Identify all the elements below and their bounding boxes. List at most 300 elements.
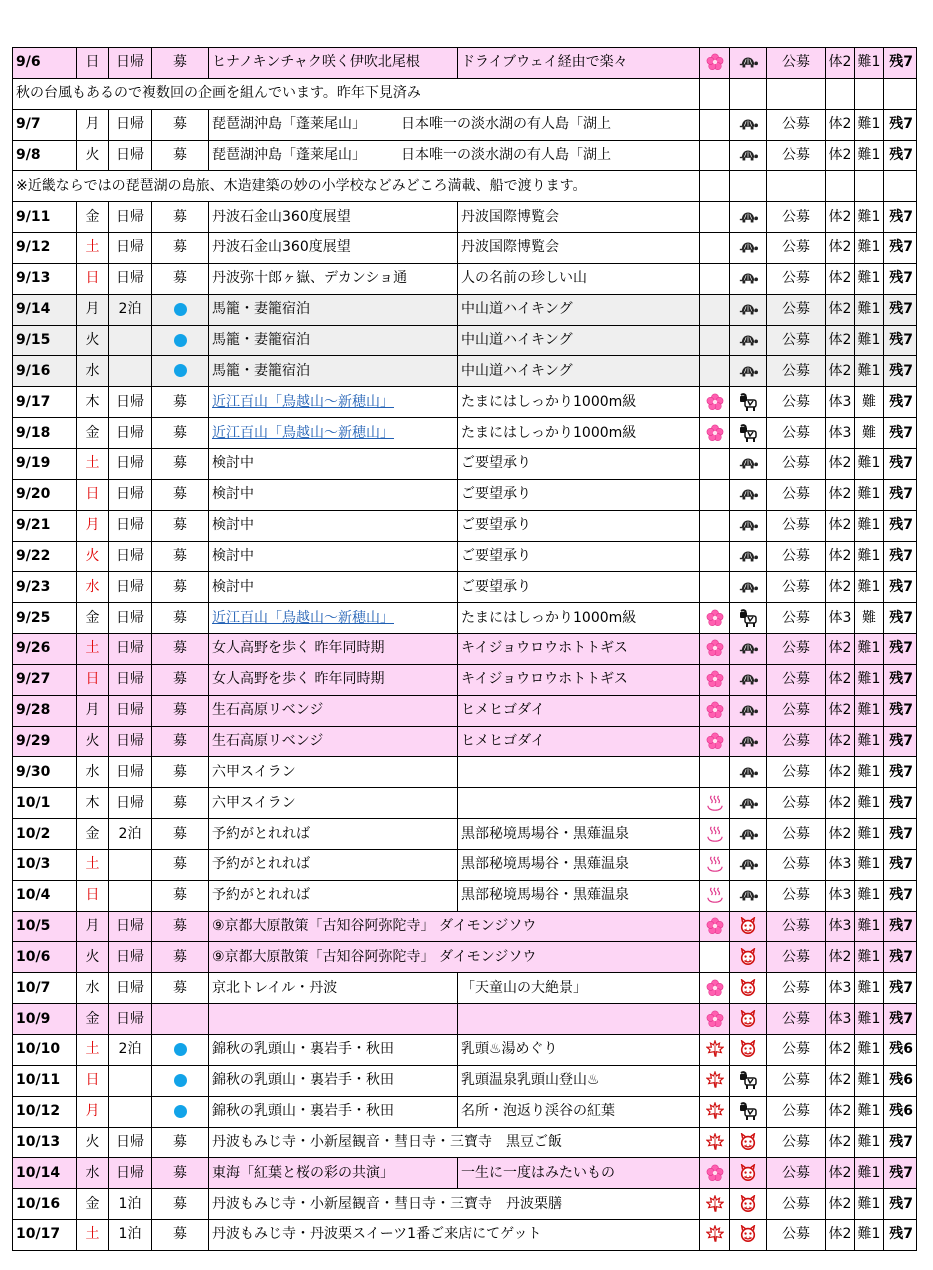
recruit-cell: 募 <box>152 572 209 603</box>
public-cell: 公募 <box>767 1035 826 1066</box>
weekday-cell: 土 <box>77 634 109 665</box>
trip-type-cell: 日帰 <box>109 726 152 757</box>
maple-icon <box>706 1134 724 1150</box>
goat-icon <box>738 610 758 626</box>
schedule-row <box>13 294 917 325</box>
public-cell: 公募 <box>767 603 826 634</box>
weekday-cell: 月 <box>77 695 109 726</box>
stamina-cell: 体2 <box>826 202 855 233</box>
tour-title-cell: 馬籠・妻籠宿泊 <box>209 325 458 356</box>
icon-cell <box>700 757 730 788</box>
remaining-cell: 残7 <box>884 448 917 479</box>
level-icon-cell <box>730 664 767 695</box>
onsen-icon <box>706 887 724 903</box>
oni-icon <box>739 980 757 996</box>
remaining-cell: 残7 <box>884 202 917 233</box>
date-cell: 10/10 <box>13 1035 77 1066</box>
trip-type-cell: 日帰 <box>109 233 152 264</box>
date-cell: 9/6 <box>13 48 77 79</box>
trip-type-cell <box>109 849 152 880</box>
tour-note-cell: キイジョウロウホトトギス <box>458 664 700 695</box>
schedule-row <box>13 448 917 479</box>
tour-note-cell <box>458 757 700 788</box>
flower-icon <box>706 610 724 626</box>
difficulty-cell: 難1 <box>855 233 884 264</box>
remaining-cell: 残7 <box>884 1220 917 1251</box>
weekday-cell: 水 <box>77 572 109 603</box>
level-icon-cell <box>730 1189 767 1220</box>
remaining-cell: 残7 <box>884 1189 917 1220</box>
empty-cell <box>730 78 767 109</box>
trip-type-cell: 日帰 <box>109 1004 152 1035</box>
icon-cell <box>700 1065 730 1096</box>
maple-icon <box>706 1041 724 1057</box>
schedule-row <box>13 510 917 541</box>
remaining-cell: 残7 <box>884 140 917 171</box>
stamina-cell: 体3 <box>826 387 855 418</box>
stamina-cell: 体2 <box>826 1035 855 1066</box>
public-cell: 公募 <box>767 1158 826 1189</box>
schedule-row <box>13 48 917 79</box>
recruit-cell: 募 <box>152 880 209 911</box>
status-dot-icon <box>174 1105 187 1118</box>
schedule-row <box>13 757 917 788</box>
icon-cell <box>700 1035 730 1066</box>
oni-icon <box>739 1165 757 1181</box>
difficulty-cell: 難1 <box>855 849 884 880</box>
difficulty-cell: 難1 <box>855 140 884 171</box>
stamina-cell: 体2 <box>826 1127 855 1158</box>
level-icon-cell <box>730 1127 767 1158</box>
difficulty-cell: 難1 <box>855 1004 884 1035</box>
weekday-cell: 日 <box>77 263 109 294</box>
stamina-cell: 体2 <box>826 233 855 264</box>
public-cell: 公募 <box>767 572 826 603</box>
stamina-cell: 体2 <box>826 48 855 79</box>
tour-title-cell: 予約がとれれば <box>209 880 458 911</box>
schedule-row <box>13 140 917 171</box>
icon-cell <box>700 541 730 572</box>
empty-cell <box>884 78 917 109</box>
icon-cell <box>700 1127 730 1158</box>
oni-icon <box>739 1226 757 1242</box>
public-cell: 公募 <box>767 911 826 942</box>
schedule-row <box>13 1004 917 1035</box>
recruit-cell: 募 <box>152 510 209 541</box>
status-dot-icon <box>174 334 187 347</box>
difficulty-cell: 難 <box>855 387 884 418</box>
remaining-cell: 残6 <box>884 1065 917 1096</box>
level-icon-cell <box>730 603 767 634</box>
tour-title-cell: ⑨京都大原散策「古知谷阿弥陀寺」 ダイモンジソウ <box>209 942 700 973</box>
trip-type-cell <box>109 325 152 356</box>
tour-note-cell: 黒部秘境馬場谷・黒薙温泉 <box>458 819 700 850</box>
tour-title-link[interactable]: 近江百山「鳥越山～新穂山」 <box>212 609 394 626</box>
difficulty-cell: 難1 <box>855 1096 884 1127</box>
level-icon-cell <box>730 109 767 140</box>
stamina-cell: 体2 <box>826 479 855 510</box>
public-cell: 公募 <box>767 942 826 973</box>
level-icon-cell <box>730 911 767 942</box>
level-icon-cell <box>730 1004 767 1035</box>
date-cell: 9/28 <box>13 695 77 726</box>
trip-type-cell: 日帰 <box>109 263 152 294</box>
level-icon-cell <box>730 695 767 726</box>
tour-title-cell: 丹波もみじ寺・小新屋観音・彗日寺・三寶寺 丹波栗膳 <box>209 1189 700 1220</box>
level-icon-cell <box>730 202 767 233</box>
level-icon-cell <box>730 479 767 510</box>
trip-type-cell: 日帰 <box>109 1158 152 1189</box>
schedule-row <box>13 726 917 757</box>
icon-cell <box>700 140 730 171</box>
tour-title-cell: 検討中 <box>209 510 458 541</box>
oni-icon <box>739 1196 757 1212</box>
status-dot-icon <box>174 364 187 377</box>
difficulty-cell: 難1 <box>855 1065 884 1096</box>
difficulty-cell: 難 <box>855 603 884 634</box>
tour-title-cell: 丹波もみじ寺・丹波栗スイーツ1番ご来店にてゲット <box>209 1220 700 1251</box>
stamina-cell: 体2 <box>826 263 855 294</box>
weekday-cell: 金 <box>77 603 109 634</box>
stamina-cell: 体2 <box>826 325 855 356</box>
tour-title-link[interactable]: 近江百山「鳥越山～新穂山」 <box>212 393 394 410</box>
remaining-cell: 残7 <box>884 819 917 850</box>
tour-title-cell: 生石高原リベンジ <box>209 695 458 726</box>
schedule-row <box>13 325 917 356</box>
schedule-row <box>13 973 917 1004</box>
date-cell: 9/19 <box>13 448 77 479</box>
stamina-cell: 体2 <box>826 942 855 973</box>
stamina-cell: 体2 <box>826 448 855 479</box>
empty-cell <box>767 78 826 109</box>
maple-icon <box>706 1072 724 1088</box>
trip-type-cell: 日帰 <box>109 541 152 572</box>
recruit-cell: 募 <box>152 448 209 479</box>
weekday-cell: 火 <box>77 942 109 973</box>
trip-type-cell: 日帰 <box>109 788 152 819</box>
difficulty-cell: 難1 <box>855 1127 884 1158</box>
tour-note-cell: 乳頭♨湯めぐり <box>458 1035 700 1066</box>
tour-title-cell: 六甲スイラン <box>209 757 458 788</box>
difficulty-cell: 難1 <box>855 634 884 665</box>
difficulty-cell: 難1 <box>855 479 884 510</box>
tour-title-cell: 馬籠・妻籠宿泊 <box>209 356 458 387</box>
remaining-cell: 残7 <box>884 109 917 140</box>
level-icon-cell <box>730 1035 767 1066</box>
turtle-icon <box>738 209 758 225</box>
schedule-row <box>13 233 917 264</box>
weekday-cell: 月 <box>77 109 109 140</box>
weekday-cell: 月 <box>77 294 109 325</box>
turtle-icon <box>738 363 758 379</box>
trip-type-cell: 日帰 <box>109 448 152 479</box>
turtle-icon <box>738 486 758 502</box>
remaining-cell: 残7 <box>884 973 917 1004</box>
remaining-cell: 残7 <box>884 263 917 294</box>
date-cell: 9/12 <box>13 233 77 264</box>
schedule-row <box>13 1065 917 1096</box>
date-cell: 9/16 <box>13 356 77 387</box>
tour-title-link[interactable]: 近江百山「鳥越山～新穂山」 <box>212 424 394 441</box>
public-cell: 公募 <box>767 849 826 880</box>
recruit-cell: 募 <box>152 140 209 171</box>
empty-cell <box>700 78 730 109</box>
remaining-cell: 残7 <box>884 479 917 510</box>
schedule-row <box>13 418 917 449</box>
difficulty-cell: 難1 <box>855 202 884 233</box>
public-cell: 公募 <box>767 140 826 171</box>
recruit-cell: 募 <box>152 479 209 510</box>
goat-icon <box>738 394 758 410</box>
icon-cell <box>700 325 730 356</box>
public-cell: 公募 <box>767 109 826 140</box>
level-icon-cell <box>730 1220 767 1251</box>
icon-cell <box>700 202 730 233</box>
trip-type-cell: 1泊 <box>109 1220 152 1251</box>
level-icon-cell <box>730 757 767 788</box>
trip-type-cell <box>109 356 152 387</box>
difficulty-cell: 難1 <box>855 1035 884 1066</box>
icon-cell <box>700 387 730 418</box>
trip-type-cell: 日帰 <box>109 418 152 449</box>
date-cell: 10/12 <box>13 1096 77 1127</box>
trip-type-cell <box>109 1096 152 1127</box>
date-cell: 9/26 <box>13 634 77 665</box>
schedule-row <box>13 1127 917 1158</box>
icon-cell <box>700 479 730 510</box>
public-cell: 公募 <box>767 233 826 264</box>
level-icon-cell <box>730 1065 767 1096</box>
date-cell: 9/18 <box>13 418 77 449</box>
trip-type-cell: 日帰 <box>109 973 152 1004</box>
difficulty-cell: 難1 <box>855 664 884 695</box>
stamina-cell: 体3 <box>826 973 855 1004</box>
goat-icon <box>738 425 758 441</box>
icon-cell <box>700 233 730 264</box>
date-cell: 10/11 <box>13 1065 77 1096</box>
date-cell: 10/17 <box>13 1220 77 1251</box>
remaining-cell: 残7 <box>884 510 917 541</box>
icon-cell <box>700 356 730 387</box>
maple-icon <box>706 1226 724 1242</box>
stamina-cell: 体2 <box>826 757 855 788</box>
remaining-cell: 残7 <box>884 1158 917 1189</box>
difficulty-cell: 難1 <box>855 880 884 911</box>
schedule-row <box>13 541 917 572</box>
turtle-icon <box>738 640 758 656</box>
trip-type-cell: 日帰 <box>109 510 152 541</box>
weekday-cell: 土 <box>77 1220 109 1251</box>
schedule-row <box>13 1096 917 1127</box>
date-cell: 9/15 <box>13 325 77 356</box>
difficulty-cell: 難1 <box>855 973 884 1004</box>
level-icon-cell <box>730 233 767 264</box>
difficulty-cell: 難1 <box>855 448 884 479</box>
difficulty-cell: 難1 <box>855 819 884 850</box>
level-icon-cell <box>730 572 767 603</box>
date-cell: 9/8 <box>13 140 77 171</box>
icon-cell <box>700 1004 730 1035</box>
note-text: ※近畿ならではの琵琶湖の島旅、木造建築の妙の小学校などみどころ満載、船で渡ります。 <box>13 171 700 202</box>
tour-note-cell: たまにはしっかり1000m級 <box>458 418 700 449</box>
difficulty-cell: 難1 <box>855 109 884 140</box>
public-cell: 公募 <box>767 880 826 911</box>
weekday-cell: 土 <box>77 1035 109 1066</box>
remaining-cell: 残7 <box>884 603 917 634</box>
remaining-cell: 残7 <box>884 541 917 572</box>
level-icon-cell <box>730 788 767 819</box>
date-cell: 10/16 <box>13 1189 77 1220</box>
weekday-cell: 日 <box>77 48 109 79</box>
level-icon-cell <box>730 541 767 572</box>
date-cell: 9/20 <box>13 479 77 510</box>
recruit-cell: 募 <box>152 1127 209 1158</box>
trip-type-cell <box>109 880 152 911</box>
date-cell: 9/14 <box>13 294 77 325</box>
difficulty-cell: 難1 <box>855 541 884 572</box>
tour-title-cell: 予約がとれれば <box>209 849 458 880</box>
difficulty-cell: 難1 <box>855 510 884 541</box>
remaining-cell: 残7 <box>884 726 917 757</box>
icon-cell <box>700 603 730 634</box>
difficulty-cell: 難1 <box>855 757 884 788</box>
remaining-cell: 残7 <box>884 1127 917 1158</box>
icon-cell <box>700 634 730 665</box>
empty-cell <box>884 171 917 202</box>
public-cell: 公募 <box>767 356 826 387</box>
difficulty-cell: 難1 <box>855 48 884 79</box>
stamina-cell: 体2 <box>826 1065 855 1096</box>
tour-title-cell <box>209 603 458 634</box>
weekday-cell: 金 <box>77 418 109 449</box>
public-cell: 公募 <box>767 1220 826 1251</box>
public-cell: 公募 <box>767 510 826 541</box>
level-icon-cell <box>730 942 767 973</box>
schedule-row <box>13 1035 917 1066</box>
public-cell: 公募 <box>767 819 826 850</box>
level-icon-cell <box>730 849 767 880</box>
difficulty-cell: 難1 <box>855 263 884 294</box>
tour-note-cell: 丹波国際博覧会 <box>458 233 700 264</box>
schedule-row <box>13 202 917 233</box>
weekday-cell: 金 <box>77 202 109 233</box>
public-cell: 公募 <box>767 387 826 418</box>
weekday-cell: 木 <box>77 788 109 819</box>
note-row <box>13 171 917 202</box>
schedule-row <box>13 356 917 387</box>
weekday-cell: 木 <box>77 387 109 418</box>
icon-cell <box>700 48 730 79</box>
tour-title-cell: 生石高原リベンジ <box>209 726 458 757</box>
turtle-icon <box>738 116 758 132</box>
tour-note-cell: ご要望承り <box>458 572 700 603</box>
tour-title-cell: 錦秋の乳頭山・裏岩手・秋田 <box>209 1096 458 1127</box>
tour-title-cell: 丹波石金山360度展望 <box>209 233 458 264</box>
date-cell: 10/4 <box>13 880 77 911</box>
stamina-cell: 体2 <box>826 356 855 387</box>
tour-title-cell: ヒナノキンチャク咲く伊吹北尾根 <box>209 48 458 79</box>
turtle-icon <box>738 270 758 286</box>
tour-title-cell: 六甲スイラン <box>209 788 458 819</box>
tour-title-cell: 丹波弥十郎ヶ嶽、デカンショ通 <box>209 263 458 294</box>
remaining-cell: 残7 <box>884 387 917 418</box>
public-cell: 公募 <box>767 479 826 510</box>
flower-icon <box>706 702 724 718</box>
level-icon-cell <box>730 387 767 418</box>
stamina-cell: 体2 <box>826 541 855 572</box>
tour-title-cell: 錦秋の乳頭山・裏岩手・秋田 <box>209 1065 458 1096</box>
difficulty-cell: 難1 <box>855 356 884 387</box>
recruit-cell: 募 <box>152 1158 209 1189</box>
status-dot-cell <box>152 1096 209 1127</box>
difficulty-cell: 難1 <box>855 1189 884 1220</box>
tour-title-cell: 女人高野を歩く 昨年同時期 <box>209 634 458 665</box>
weekday-cell: 水 <box>77 356 109 387</box>
empty-cell <box>826 78 855 109</box>
oni-icon <box>739 1041 757 1057</box>
trip-type-cell: 2泊 <box>109 819 152 850</box>
public-cell: 公募 <box>767 695 826 726</box>
public-cell: 公募 <box>767 541 826 572</box>
stamina-cell: 体2 <box>826 572 855 603</box>
remaining-cell: 残7 <box>884 48 917 79</box>
tour-note-cell: 乳頭温泉乳頭山登山♨ <box>458 1065 700 1096</box>
status-dot-icon <box>174 303 187 316</box>
schedule-row <box>13 695 917 726</box>
date-cell: 9/29 <box>13 726 77 757</box>
tour-note-cell: 中山道ハイキング <box>458 294 700 325</box>
trip-type-cell: 日帰 <box>109 695 152 726</box>
status-dot-cell <box>152 294 209 325</box>
tour-note-cell: ご要望承り <box>458 510 700 541</box>
weekday-cell: 水 <box>77 757 109 788</box>
difficulty-cell: 難1 <box>855 911 884 942</box>
trip-type-cell: 2泊 <box>109 294 152 325</box>
trip-type-cell: 日帰 <box>109 664 152 695</box>
difficulty-cell: 難1 <box>855 942 884 973</box>
tour-note-cell: キイジョウロウホトトギス <box>458 634 700 665</box>
stamina-cell: 体2 <box>826 726 855 757</box>
level-icon-cell <box>730 325 767 356</box>
tour-note-cell <box>458 788 700 819</box>
tour-note-cell: たまにはしっかり1000m級 <box>458 603 700 634</box>
schedule-row <box>13 664 917 695</box>
icon-cell <box>700 819 730 850</box>
level-icon-cell <box>730 1096 767 1127</box>
difficulty-cell: 難1 <box>855 294 884 325</box>
weekday-cell: 土 <box>77 233 109 264</box>
remaining-cell: 残7 <box>884 788 917 819</box>
turtle-icon <box>738 548 758 564</box>
recruit-cell: 募 <box>152 726 209 757</box>
difficulty-cell: 難1 <box>855 726 884 757</box>
schedule-row <box>13 263 917 294</box>
public-cell: 公募 <box>767 48 826 79</box>
public-cell: 公募 <box>767 1189 826 1220</box>
icon-cell <box>700 109 730 140</box>
level-icon-cell <box>730 1158 767 1189</box>
tour-title-cell: 女人高野を歩く 昨年同時期 <box>209 664 458 695</box>
recruit-cell: 募 <box>152 418 209 449</box>
flower-icon <box>706 425 724 441</box>
weekday-cell: 火 <box>77 726 109 757</box>
date-cell: 9/13 <box>13 263 77 294</box>
stamina-cell: 体3 <box>826 603 855 634</box>
remaining-cell: 残7 <box>884 294 917 325</box>
weekday-cell: 月 <box>77 510 109 541</box>
trip-type-cell: 日帰 <box>109 634 152 665</box>
weekday-cell: 火 <box>77 140 109 171</box>
